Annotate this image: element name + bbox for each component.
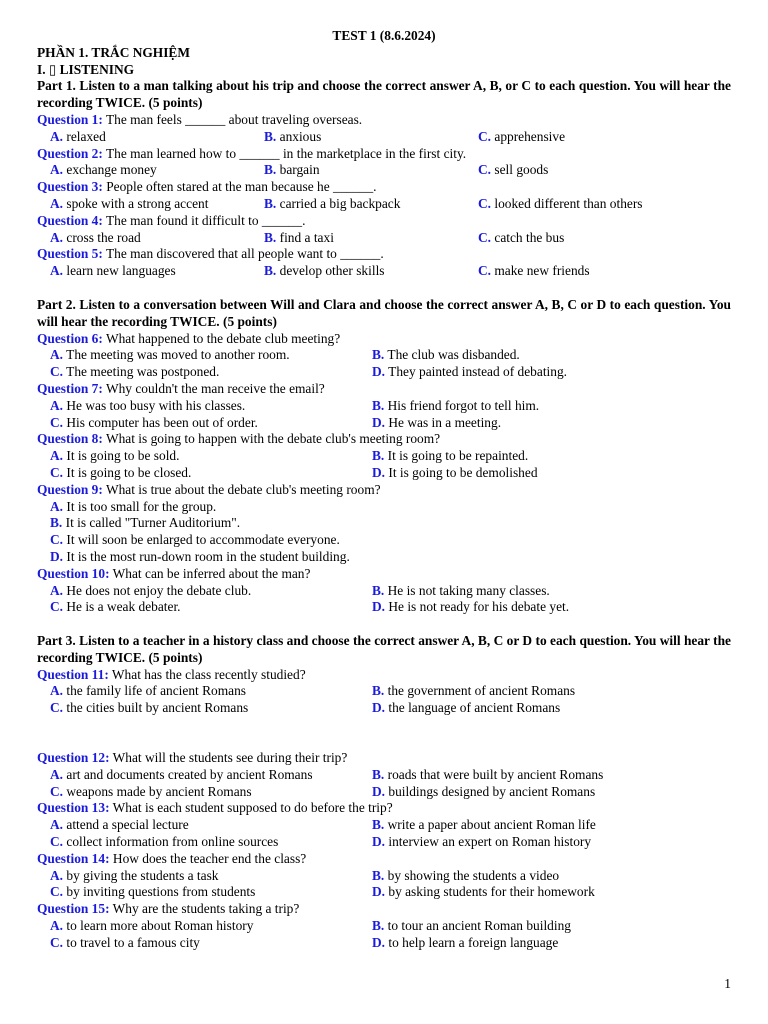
answer-option	[50, 884, 372, 901]
answer-option	[50, 817, 372, 834]
answer-option	[50, 700, 372, 717]
question-item	[37, 146, 731, 180]
option-text: make new friends	[491, 263, 590, 279]
option-letter: B.	[264, 195, 277, 211]
options-row	[37, 834, 731, 851]
option-text: exchange money	[63, 162, 157, 178]
option-text: They painted instead of debating.	[385, 364, 567, 380]
question-text: How does the teacher end the class?	[109, 850, 307, 866]
option-letter: B.	[372, 448, 385, 464]
options-row	[37, 884, 731, 901]
option-letter: C.	[478, 229, 492, 245]
answer-option	[50, 918, 372, 935]
option-text: sell goods	[491, 162, 549, 178]
answer-option	[372, 448, 731, 465]
option-letter: D.	[372, 884, 386, 900]
answer-option	[264, 129, 478, 146]
spacer	[37, 717, 731, 750]
question-stem	[37, 146, 731, 163]
answer-option	[50, 415, 372, 432]
options-row	[37, 398, 731, 415]
option-letter: C.	[50, 934, 64, 950]
option-letter: D.	[372, 364, 386, 380]
options-row	[37, 767, 731, 784]
question-text: The man found it difficult to ______.	[102, 212, 306, 228]
options-row	[37, 415, 731, 432]
question-stem	[37, 381, 731, 398]
answer-option	[372, 415, 731, 432]
part3-questions	[37, 667, 731, 952]
option-letter: A.	[50, 347, 64, 363]
answer-option	[372, 767, 731, 784]
option-text: carried a big backpack	[276, 195, 401, 211]
spacer	[37, 280, 731, 297]
option-text: The meeting was moved to another room.	[63, 347, 290, 363]
option-letter: D.	[372, 783, 386, 799]
question-item	[37, 213, 731, 247]
question-item	[37, 431, 731, 481]
question-label: Question 15:	[37, 901, 110, 917]
answer-option	[37, 532, 731, 549]
option-letter: B.	[372, 683, 385, 699]
option-text: It is going to be sold.	[63, 448, 180, 464]
option-letter: A.	[50, 397, 64, 413]
answer-option	[478, 230, 731, 247]
option-letter: A.	[50, 817, 64, 833]
option-text: roads that were built by ancient Romans	[384, 766, 604, 782]
section-heading: PHẦN 1. TRẮC NGHIỆM	[37, 44, 191, 60]
option-text: bargain	[276, 162, 320, 178]
question-text: What happened to the debate club meeting?	[102, 330, 341, 346]
options-row	[37, 129, 731, 146]
part1-heading: Part 1. Listen to a man talking about his trip and choose the correct answer A, B, or C to each question. You will hear the recording TWICE. (5 points)	[37, 78, 731, 111]
option-text: It will soon be enlarged to accommodate everyone.	[63, 532, 340, 548]
option-text: by showing the students a video	[384, 867, 560, 883]
option-text: interview an expert on Roman history	[385, 834, 592, 850]
answer-option	[372, 583, 731, 600]
option-text: the government of ancient Romans	[384, 683, 576, 699]
option-text: learn new languages	[63, 263, 176, 279]
answer-option	[478, 129, 731, 146]
question-stem	[37, 213, 731, 230]
options-row	[37, 918, 731, 935]
option-text: The club was disbanded.	[384, 347, 520, 363]
question-stem	[37, 246, 731, 263]
question-text: The man learned how to ______ in the marketplace in the first city.	[102, 145, 467, 161]
question-stem	[37, 851, 731, 868]
option-letter: A.	[50, 683, 64, 699]
option-letter: A.	[50, 766, 64, 782]
question-label: Question 2:	[37, 145, 103, 161]
option-letter: C.	[50, 532, 64, 548]
question-stem	[37, 750, 731, 767]
option-letter: D.	[372, 414, 386, 430]
option-text: looked different than others	[491, 195, 643, 211]
answer-option	[372, 683, 731, 700]
option-text: by inviting questions from students	[63, 884, 256, 900]
option-text: He does not enjoy the debate club.	[63, 582, 252, 598]
option-text: He is not ready for his debate yet.	[385, 599, 570, 615]
subsection-heading: I. ▯ LISTENING	[37, 61, 135, 77]
option-letter: B.	[372, 867, 385, 883]
question-stem	[37, 566, 731, 583]
option-text: buildings designed by ancient Romans	[385, 783, 596, 799]
question-label: Question 13:	[37, 800, 110, 816]
option-letter: C.	[50, 599, 64, 615]
option-letter: B.	[372, 582, 385, 598]
question-text: Why are the students taking a trip?	[109, 901, 300, 917]
option-letter: C.	[50, 783, 64, 799]
answer-option	[372, 364, 731, 381]
question-text: What is each student supposed to do before the trip?	[109, 800, 393, 816]
option-text: relaxed	[63, 128, 106, 144]
option-letter: C.	[50, 364, 64, 380]
question-item	[37, 901, 731, 951]
question-item	[37, 750, 731, 800]
question-item	[37, 381, 731, 431]
option-text: It is called "Turner Auditorium".	[62, 515, 241, 531]
option-text: catch the bus	[491, 229, 565, 245]
option-letter: D.	[372, 700, 386, 716]
question-text: The man feels ______ about traveling overseas.	[102, 111, 363, 127]
question-item	[37, 112, 731, 146]
option-letter: C.	[50, 414, 64, 430]
option-letter: D.	[372, 464, 386, 480]
option-text: The meeting was postponed.	[63, 364, 220, 380]
options-row	[37, 583, 731, 600]
answer-option	[50, 583, 372, 600]
options-row	[37, 935, 731, 952]
option-text: spoke with a strong accent	[63, 195, 209, 211]
option-letter: A.	[50, 195, 64, 211]
question-label: Question 6:	[37, 330, 103, 346]
option-letter: B.	[50, 515, 63, 531]
options-row	[37, 162, 731, 179]
option-letter: C.	[478, 128, 492, 144]
question-text: What can be inferred about the man?	[109, 565, 311, 581]
option-text: art and documents created by ancient Romans	[63, 766, 313, 782]
question-label: Question 8:	[37, 431, 103, 447]
option-letter: C.	[478, 263, 492, 279]
option-text: It is the most run-down room in the student building.	[63, 548, 350, 564]
question-stem	[37, 667, 731, 684]
option-text: by giving the students a task	[63, 867, 219, 883]
question-text: People often stared at the man because he ______.	[102, 179, 377, 195]
option-text: to learn more about Roman history	[63, 918, 254, 934]
answer-option	[50, 683, 372, 700]
option-text: It is going to be repainted.	[384, 448, 529, 464]
option-text: cross the road	[63, 229, 141, 245]
answer-option	[372, 868, 731, 885]
option-text: His friend forgot to tell him.	[384, 397, 540, 413]
question-label: Question 10:	[37, 565, 110, 581]
options-row	[37, 448, 731, 465]
option-text: weapons made by ancient Romans	[63, 783, 252, 799]
answer-option	[50, 129, 264, 146]
question-text: What is going to happen with the debate club's meeting room?	[102, 431, 441, 447]
question-label: Question 12:	[37, 750, 110, 766]
answer-option	[50, 767, 372, 784]
question-label: Question 5:	[37, 246, 103, 262]
option-letter: B.	[372, 817, 385, 833]
option-letter: A.	[50, 867, 64, 883]
question-item	[37, 800, 731, 850]
answer-option	[372, 398, 731, 415]
answer-option	[372, 884, 731, 901]
option-letter: C.	[478, 195, 492, 211]
answer-option	[372, 347, 731, 364]
answer-option	[478, 263, 731, 280]
part2-questions	[37, 331, 731, 617]
answer-option	[372, 599, 731, 616]
option-letter: B.	[372, 918, 385, 934]
option-letter: A.	[50, 498, 64, 514]
option-letter: A.	[50, 229, 64, 245]
question-label: Question 9:	[37, 481, 103, 497]
option-letter: B.	[264, 128, 277, 144]
question-text: What will the students see during their trip?	[109, 750, 348, 766]
part2-heading: Part 2. Listen to a conversation between Will and Clara and choose the correct answer A, B, C or D to each question. You will hear the recording TWICE. (5 points)	[37, 296, 731, 329]
option-text: It is going to be demolished	[385, 464, 538, 480]
option-text: develop other skills	[276, 263, 385, 279]
options-row	[37, 465, 731, 482]
question-label: Question 1:	[37, 111, 103, 127]
answer-option	[372, 784, 731, 801]
part3-heading: Part 3. Listen to a teacher in a history class and choose the correct answer A, B, C or D to each question. You will hear the recording TWICE. (5 points)	[37, 633, 731, 665]
option-letter: A.	[50, 448, 64, 464]
option-text: anxious	[276, 128, 322, 144]
question-label: Question 14:	[37, 850, 110, 866]
option-text: apprehensive	[491, 128, 566, 144]
option-text: find a taxi	[276, 229, 334, 245]
question-text: The man discovered that all people want to ______.	[102, 246, 384, 262]
answer-option	[50, 599, 372, 616]
question-stem	[37, 179, 731, 196]
question-item	[37, 246, 731, 280]
question-text: What has the class recently studied?	[108, 666, 306, 682]
question-item	[37, 179, 731, 213]
options-row	[37, 263, 731, 280]
answer-option	[478, 162, 731, 179]
answer-option	[50, 448, 372, 465]
option-letter: B.	[372, 766, 385, 782]
question-item	[37, 331, 731, 381]
answer-option	[50, 834, 372, 851]
question-text: What is true about the debate club's meeting room?	[102, 481, 381, 497]
question-label: Question 7:	[37, 380, 103, 396]
document-page	[37, 28, 731, 952]
option-text: the cities built by ancient Romans	[63, 700, 249, 716]
option-letter: C.	[478, 162, 492, 178]
answer-option	[50, 935, 372, 952]
page-number: 1	[724, 976, 731, 991]
option-text: the language of ancient Romans	[385, 700, 561, 716]
question-label: Question 11:	[37, 666, 109, 682]
answer-option	[37, 549, 731, 566]
spacer	[37, 616, 731, 633]
options-row	[37, 347, 731, 364]
answer-option	[37, 499, 731, 516]
option-letter: D.	[372, 599, 386, 615]
option-text: He is a weak debater.	[63, 599, 181, 615]
answer-option	[50, 364, 372, 381]
option-text: He was in a meeting.	[385, 414, 502, 430]
answer-option	[264, 162, 478, 179]
option-letter: D.	[372, 834, 386, 850]
answer-option	[372, 817, 731, 834]
answer-option	[372, 935, 731, 952]
test-title: TEST 1 (8.6.2024)	[332, 28, 436, 43]
option-letter: C.	[50, 884, 64, 900]
option-text: He is not taking many classes.	[384, 582, 550, 598]
option-text: He was too busy with his classes.	[63, 397, 246, 413]
answer-option	[50, 263, 264, 280]
option-text: It is going to be closed.	[63, 464, 192, 480]
answer-option	[50, 196, 264, 213]
options-row	[37, 599, 731, 616]
options-row	[37, 230, 731, 247]
question-stem	[37, 482, 731, 499]
option-letter: B.	[372, 347, 385, 363]
question-stem	[37, 112, 731, 129]
option-letter: A.	[50, 263, 64, 279]
answer-option	[372, 465, 731, 482]
option-text: to help learn a foreign language	[385, 934, 559, 950]
answer-option	[50, 868, 372, 885]
option-text: to tour an ancient Roman building	[384, 918, 571, 934]
options-row	[37, 683, 731, 700]
option-letter: C.	[50, 464, 64, 480]
option-letter: C.	[50, 834, 64, 850]
option-text: His computer has been out of order.	[63, 414, 258, 430]
option-text: It is too small for the group.	[63, 498, 217, 514]
answer-option	[372, 834, 731, 851]
options-row	[37, 196, 731, 213]
answer-option	[478, 196, 731, 213]
question-text: Why couldn't the man receive the email?	[102, 380, 325, 396]
option-letter: C.	[50, 700, 64, 716]
answer-option	[50, 465, 372, 482]
answer-option	[50, 347, 372, 364]
question-stem	[37, 901, 731, 918]
question-item	[37, 482, 731, 566]
question-stem	[37, 331, 731, 348]
options-row	[37, 868, 731, 885]
options-row	[37, 364, 731, 381]
answer-option	[264, 196, 478, 213]
option-letter: B.	[264, 229, 277, 245]
question-item	[37, 667, 731, 717]
option-letter: A.	[50, 128, 64, 144]
answer-option	[50, 398, 372, 415]
question-item	[37, 566, 731, 616]
question-item	[37, 851, 731, 901]
answer-option	[50, 230, 264, 247]
question-stem	[37, 431, 731, 448]
option-text: collect information from online sources	[63, 834, 279, 850]
options-row	[37, 700, 731, 717]
option-text: by asking students for their homework	[385, 884, 595, 900]
option-letter: B.	[264, 263, 277, 279]
option-text: to travel to a famous city	[63, 934, 200, 950]
option-text: the family life of ancient Romans	[63, 683, 246, 699]
question-label: Question 4:	[37, 212, 103, 228]
options-row	[37, 784, 731, 801]
answer-option	[37, 515, 731, 532]
answer-option	[264, 263, 478, 280]
answer-option	[50, 784, 372, 801]
answer-option	[372, 700, 731, 717]
option-text: attend a special lecture	[63, 817, 189, 833]
option-letter: A.	[50, 162, 64, 178]
option-letter: D.	[372, 934, 386, 950]
answer-option	[50, 162, 264, 179]
option-letter: A.	[50, 582, 64, 598]
question-stem	[37, 800, 731, 817]
option-text: write a paper about ancient Roman life	[384, 817, 596, 833]
answer-option	[372, 918, 731, 935]
options-row	[37, 817, 731, 834]
option-letter: D.	[50, 548, 64, 564]
option-letter: A.	[50, 918, 64, 934]
question-label: Question 3:	[37, 179, 103, 195]
answer-option	[264, 230, 478, 247]
option-letter: B.	[264, 162, 277, 178]
option-letter: B.	[372, 397, 385, 413]
part1-questions	[37, 112, 731, 280]
